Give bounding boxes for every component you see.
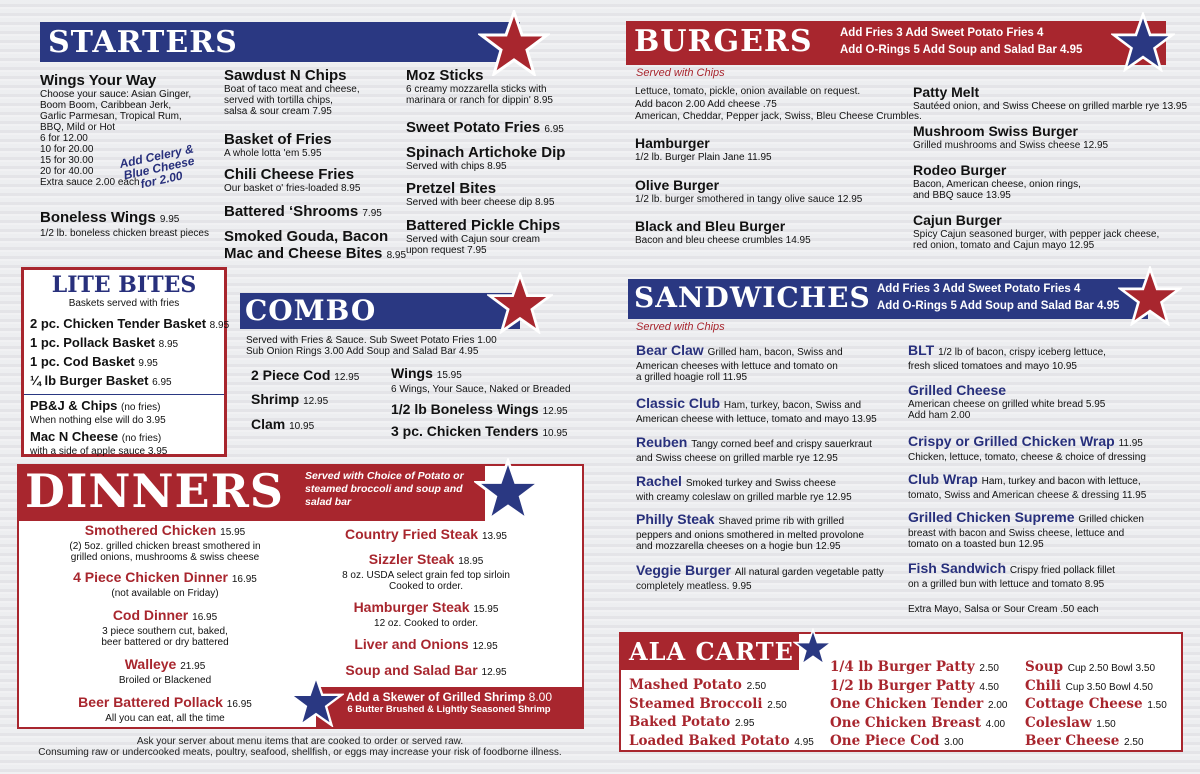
dinners-banner <box>19 466 485 521</box>
sandwiches-title: SANDWICHES <box>634 281 871 314</box>
burger-item: Rodeo Burger Bacon, American cheese, onion rings, and BBQ sauce 13.95 <box>913 162 1081 201</box>
combo-desc: Served with Fries & Sauce. Sub Sweet Potato Fries 1.00 Sub Onion Rings 3.00 Add Soup and Salad Bar 4.95 <box>246 335 497 357</box>
dinners-left-col: Smothered Chicken 15.95 (2) 5oz. grilled chicken breast smothered in grilled onions, mushrooms & swiss cheese 4 Piece Chicken Dinner 16.95 (not available on Friday) Cod Dinner 16.95 3 piece southern cut, baked, beer battered or dry battered Walleye 21.95 Broiled or Blackened Beer Battered Pollack 16.95 All you can eat, all the time <box>69 522 261 724</box>
sandwich-item: BLT 1/2 lb of bacon, crispy iceberg lettuce, fresh sliced tomatoes and mayo 10.95 <box>908 342 1106 372</box>
lite-bites-title: LITE BITES <box>51 272 197 298</box>
star-icon <box>793 628 833 666</box>
item-sawdust: Sawdust N Chips Boat of taco meat and cheese, served with tortilla chips, salsa & sour cream 7.95 <box>224 67 360 117</box>
item-gouda: Smoked Gouda, Bacon Mac and Cheese Bites 8.95 <box>224 228 407 262</box>
sandwiches-banner: SANDWICHES Add Fries 3 Add Sweet Potato Fries 4 Add O-Rings 5 Add Soup and Salad Bar 4.95 <box>628 279 1148 319</box>
lite-item: ¼ lb Burger Basket 6.95 <box>30 373 172 388</box>
lite-item: 1 pc. Pollack Basket 8.95 <box>30 335 179 350</box>
star-icon <box>474 458 542 522</box>
sandwich-item: Fish Sandwich Crispy fried pollack fillet on a grilled bun with lettuce and tomato 8.95 <box>908 560 1115 590</box>
burger-item: Hamburger 1/2 lb. Burger Plain Jane 11.95 <box>635 135 772 163</box>
item-wings-your-way: Wings Your Way Choose your sauce: Asian Ginger, Boom Boom, Caribbean Jerk, Garlic Parmesan, Tropical Rum, BBQ, Mild or Hot 6 for 12.00 10 for 20.00 15 for 30.00 20 for 40.00 Extra sauce 2.00 each <box>40 72 220 188</box>
celery-note: Add Celery & Blue Cheese for 2.00 <box>118 141 196 192</box>
burger-item: Patty Melt Sautéed onion, and Swiss Cheese on grilled marble rye 13.95 <box>913 84 1188 112</box>
dinners-right-col: Country Fried Steak 13.95 Sizzler Steak 18.95 8 oz. USDA select grain fed top sirloin Cooked to order. Hamburger Steak 15.95 12 oz. Cooked to order. Liver and Onions 12.95 Soup and Salad Bar 12.95 <box>342 526 510 678</box>
burger-item: Cajun Burger Spicy Cajun seasoned burger, with pepper jack cheese, red onion, tomato and Cajun mayo 12.95 <box>913 212 1160 251</box>
star-icon <box>487 272 553 334</box>
star-icon <box>288 675 344 727</box>
sandwich-item: Philly Steak Shaved prime rib with grilled peppers and onions smothered in melted provolone and mozzarella cheeses on a hogie bun 12.95 <box>636 511 864 552</box>
item-moz-sticks: Moz Sticks 6 creamy mozzarella sticks with marinara or ranch for dippin' 8.95 <box>406 67 553 106</box>
item-pickle-chips: Battered Pickle Chips Served with Cajun sour cream upon request 7.95 <box>406 217 561 256</box>
sandwich-item: Club Wrap Ham, turkey and bacon with lettuce, tomato, Swiss and American cheese & dressing 11.95 <box>908 471 1147 501</box>
burger-item: Black and Bleu Burger Bacon and bleu cheese crumbles 14.95 <box>635 218 811 246</box>
combo-item: 1/2 lb Boneless Wings 12.95 <box>391 401 568 417</box>
burgers-title: BURGERS <box>634 24 813 59</box>
lite-item: 1 pc. Cod Basket 9.95 <box>30 354 158 369</box>
combo-item: Shrimp 12.95 <box>251 391 329 407</box>
combo-item: 2 Piece Cod 12.95 <box>251 367 360 383</box>
burgers-served: Served with Chips <box>636 67 725 79</box>
ala-carte-banner <box>621 634 799 670</box>
ala-carte-col1: Mashed Potato 2.50 Steamed Broccoli 2.50 Baked Potato 2.95 Loaded Baked Potato 4.95 <box>629 677 814 749</box>
star-icon <box>1118 266 1182 326</box>
item-basket-fries: Basket of Fries A whole lotta 'em 5.95 <box>224 131 332 159</box>
ala-carte-col2: 1/4 lb Burger Patty 2.50 1/2 lb Burger Patty 4.50 One Chicken Tender 2.00 One Chicken Breast 4.00 One Piece Cod 3.00 <box>830 659 1008 749</box>
shrimp-skewer-banner: Add a Skewer of Grilled Shrimp 8.00 6 Butter Brushed & Lightly Seasoned Shrimp <box>316 687 582 727</box>
combo-wings: Wings 15.95 6 Wings, Your Sauce, Naked or Breaded <box>391 365 571 395</box>
sandwich-item: Reuben Tangy corned beef and crispy sauerkraut and Swiss cheese on grilled marble rye 12.95 <box>636 434 872 464</box>
item-shrooms: Battered ‘Shrooms 7.95 <box>224 203 382 220</box>
combo-banner <box>240 293 520 329</box>
star-icon <box>1111 12 1175 72</box>
item-chili-fries: Chili Cheese Fries Our basket o' fries-loaded 8.95 <box>224 166 361 194</box>
burger-item: Olive Burger 1/2 lb. burger smothered in tangy olive sauce 12.95 <box>635 177 863 205</box>
footer-disclaimer: Ask your server about menu items that are cooked to order or served raw. Consuming raw or undercooked meats, poultry, seafood, shellfish, or eggs may increase your risk of foodborne illness. <box>38 736 562 758</box>
burgers-banner: BURGERS Add Fries 3 Add Sweet Potato Fries 4 Add O-Rings 5 Add Soup and Salad Bar 4.95 <box>626 21 1166 65</box>
burger-item: Mushroom Swiss Burger Grilled mushrooms and Swiss cheese 12.95 <box>913 123 1109 151</box>
sandwich-item: Grilled Chicken Supreme Grilled chicken breast with bacon and Swiss cheese, lettuce and tomato on a toasted bun 12.95 <box>908 509 1144 550</box>
combo-item: Clam 10.95 <box>251 416 315 432</box>
sandwiches-extra: Extra Mayo, Salsa or Sour Cream .50 each <box>908 604 1099 615</box>
sandwich-item: Classic Club Ham, turkey, bacon, Swiss and American cheese with lettuce, tomato and mayo 13.95 <box>636 395 877 425</box>
sandwich-item: Veggie Burger All natural garden vegetable patty completely meatless. 9.95 <box>636 562 884 592</box>
dinners-title: DINNERS <box>25 464 285 518</box>
combo-title: COMBO <box>245 294 377 327</box>
dinners-served: Served with Choice of Potato or steamed broccoli and soup and salad bar <box>305 470 464 508</box>
item-sweet-potato: Sweet Potato Fries 6.95 <box>406 119 564 136</box>
item-pretzel: Pretzel Bites Served with beer cheese dip 8.95 <box>406 180 555 208</box>
wings-desc: Choose your sauce: Asian Ginger, Boom Boom, Caribbean Jerk, Garlic Parmesan, Tropical Rum, BBQ, Mild or Hot 6 for 12.00 10 for 20.00 15 for 30.00 20 for 40.00 Extra sauce 2.00 each <box>40 89 192 188</box>
lite-item: 2 pc. Chicken Tender Basket 8.95 <box>30 316 230 331</box>
item-spinach-dip: Spinach Artichoke Dip Served with chips 8.95 <box>406 144 566 172</box>
sandwich-item: Crispy or Grilled Chicken Wrap 11.95 Chicken, lettuce, tomato, cheese & choice of dressing <box>908 433 1146 463</box>
ala-carte-col3: Soup Cup 2.50 Bowl 3.50 Chili Cup 3.50 Bowl 4.50 Cottage Cheese 1.50 Coleslaw 1.50 Beer Cheese 2.50 <box>1025 659 1167 749</box>
sandwiches-served: Served with Chips <box>636 321 725 333</box>
lite-pbj: PB&J & Chips (no fries) <box>30 398 161 413</box>
starters-banner <box>40 22 520 62</box>
lite-mac: Mac N Cheese (no fries) <box>30 429 162 444</box>
item-boneless-wings: Boneless Wings 9.95 1/2 lb. boneless chicken breast pieces <box>40 209 209 239</box>
sandwich-item: Bear Claw Grilled ham, bacon, Swiss and American cheeses with lettuce and tomato on a grilled hoagie roll 11.95 <box>636 342 843 383</box>
sandwich-item: Rachel Smoked turkey and Swiss cheese with creamy coleslaw on grilled marble rye 12.95 <box>636 473 852 503</box>
combo-item: 3 pc. Chicken Tenders 10.95 <box>391 423 568 439</box>
burgers-intro: Lettuce, tomato, pickle, onion available on request. Add bacon 2.00 Add cheese .75 American, Cheddar, Pepper jack, Swiss, Bleu Cheese Crumbles. <box>635 86 922 122</box>
lite-bites-box: LITE BITES Baskets served with fries 2 pc. Chicken Tender Basket 8.95 1 pc. Pollack Basket 8.95 1 pc. Cod Basket 9.95 ¼ lb Burger Basket 6.95 PB&J & Chips (no fries) When nothing else will do 3.95 Mac N Cheese (no fries) with a side of apple sauce 3.95 <box>21 267 227 457</box>
starters-title: STARTERS <box>48 25 238 60</box>
sandwich-item: Grilled Cheese American cheese on grilled white bread 5.95 Add ham 2.00 <box>908 382 1106 421</box>
ala-carte-title: ALA CARTE <box>629 637 794 666</box>
